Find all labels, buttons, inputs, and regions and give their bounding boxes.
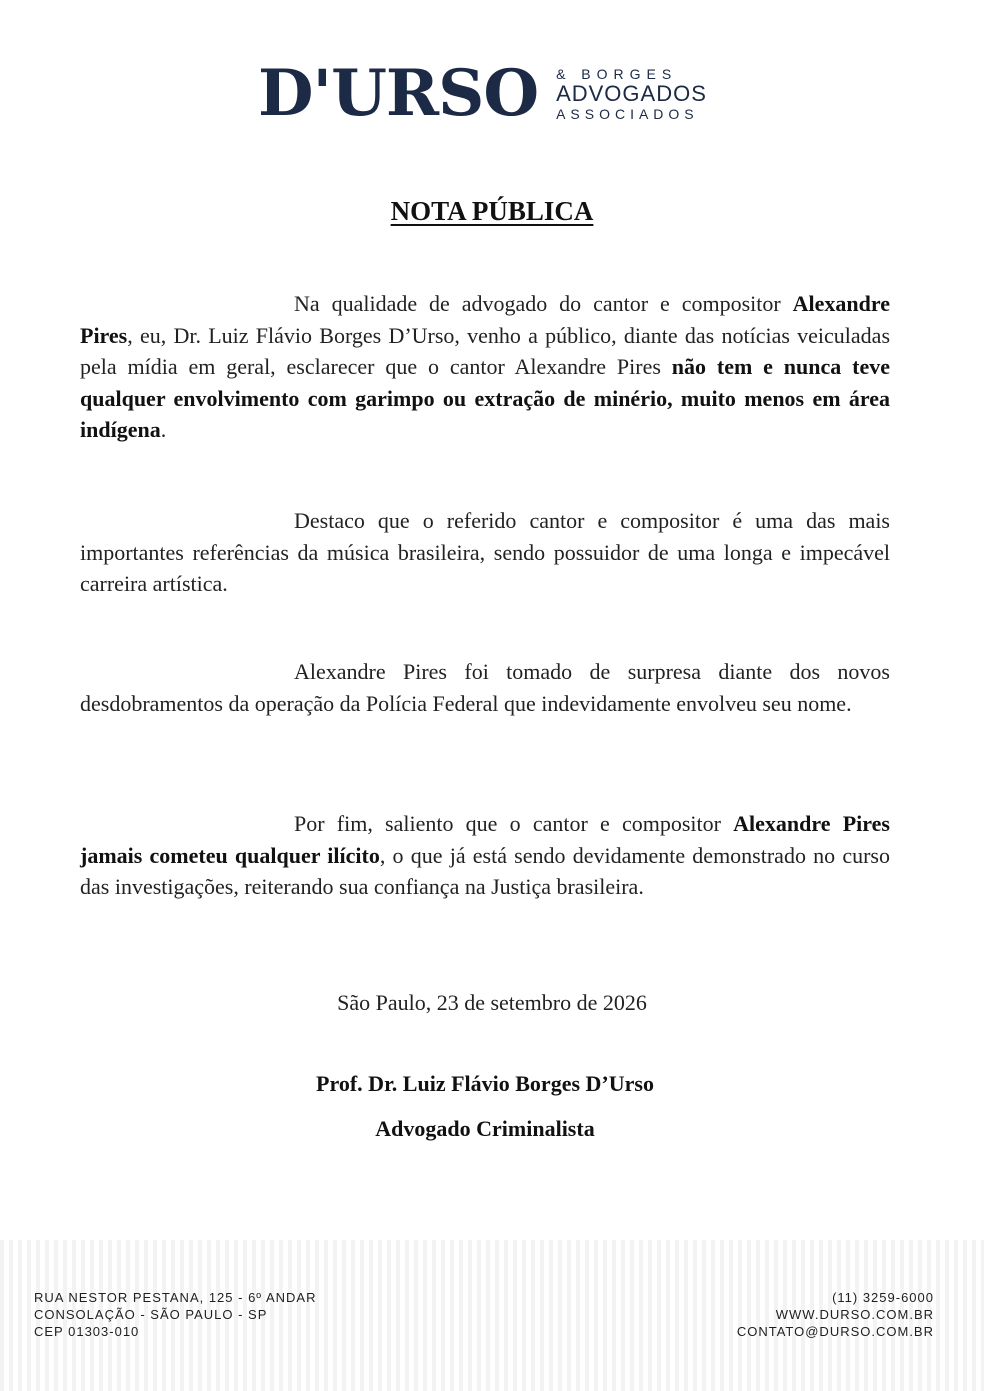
logo-line-associados: ASSOCIADOS: [556, 106, 699, 122]
footer-email: CONTATO@DURSO.COM.BR: [736, 1324, 934, 1339]
bold-statement: Alexandre Pires jamais cometeu qualquer ilícito: [80, 811, 890, 868]
footer: [0, 1240, 984, 1391]
footer-phone: (11) 3259-6000: [832, 1290, 934, 1305]
bold-name: Alexandre Pires: [80, 291, 890, 348]
bold-statement: não tem e nunca teve qualquer envolvimento com garimpo ou extração de minério, muito menos em área indígena: [80, 354, 890, 442]
footer-contact: [737, 1289, 934, 1340]
footer-website: WWW.DURSO.COM.BR: [775, 1307, 934, 1322]
logo-wordmark: D'URSO: [258, 56, 539, 131]
paragraph-2: Destaco que o referido cantor e compositor é uma das mais importantes referências da música brasileira, sendo possuidor de uma longa e impecável carreira artística.: [80, 508, 890, 596]
document-title: NOTA PÚBLICA: [390, 196, 594, 226]
logo-line-advogados: ADVOGADOS: [556, 81, 707, 106]
paragraph-4: Por fim, saliento que o cantor e compositor Alexandre Pires jamais cometeu qualquer ilícito, o que já está sendo devidamente demonstrado no curso das investigações, reiterando sua confiança na Justiça brasileira.: [80, 811, 890, 899]
signature-name: Prof. Dr. Luiz Flávio Borges D’Urso: [316, 1071, 654, 1096]
paragraph-3: Alexandre Pires foi tomado de surpresa diante dos novos desdobramentos da operação da Polícia Federal que indevidamente envolveu seu nome.: [80, 659, 890, 716]
logo-subtitle: [556, 67, 707, 121]
firm-logo: [258, 56, 707, 131]
logo-line-borges: & BORGES: [556, 66, 678, 82]
document-date: São Paulo, 23 de setembro de 2026: [337, 990, 647, 1015]
signature-role: Advogado Criminalista: [375, 1116, 595, 1141]
paragraph-1: Na qualidade de advogado do cantor e compositor Alexandre Pires, eu, Dr. Luiz Flávio Borges D’Urso, venho a público, diante das notícias veiculadas pela mídia em geral, esclarecer que o cantor Alexandre Pires não tem e nunca teve qualquer envolvimento com garimpo ou extração de minério, muito menos em área indígena.: [80, 291, 890, 442]
footer-address: RUA NESTOR PESTANA, 125 - 6º ANDAR CONSOLAÇÃO - SÃO PAULO - SP CEP 01303-010: [34, 1290, 317, 1339]
